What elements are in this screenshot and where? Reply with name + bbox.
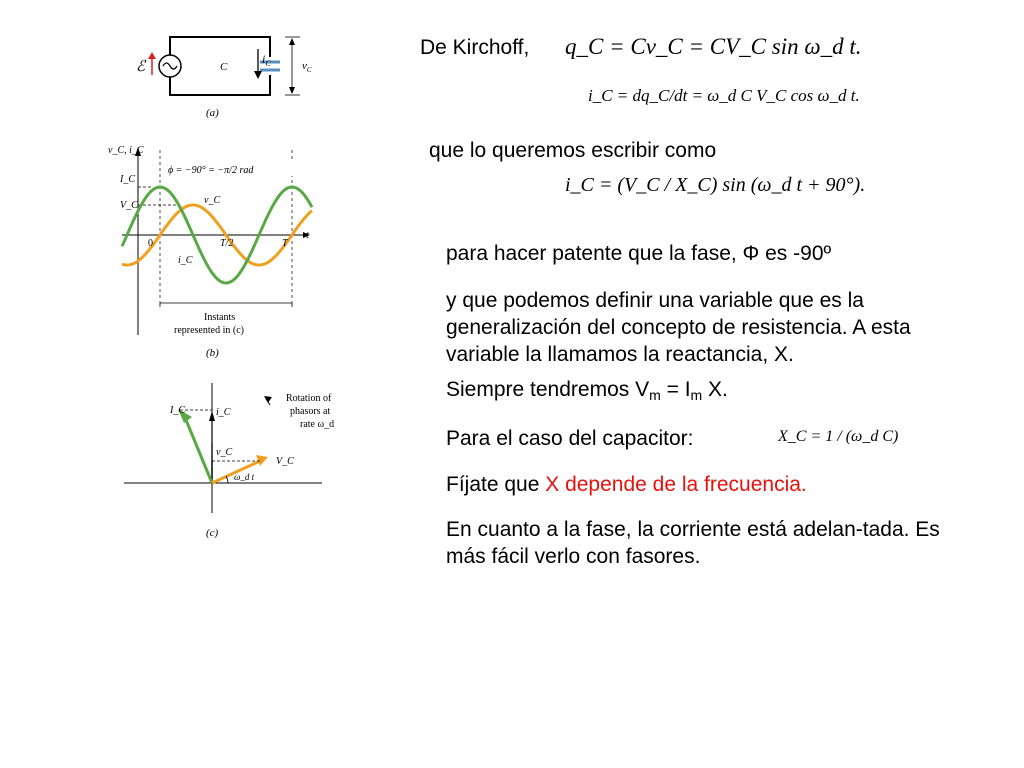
rotation-label-2: phasors at [290, 406, 331, 417]
current-label: $i_C$ [262, 52, 271, 68]
plot-ic-curve-label: i_C [178, 255, 193, 266]
plot-phase-label: ϕ = −90° = −π/2 rad [168, 165, 254, 176]
represented-label: represented in (c) [174, 325, 244, 336]
reactance-paragraph: y que podemos definir una variable que es la generalización del concepto de resistencia. A esta variable la llamamos la reactancia, X. [446, 289, 911, 366]
plot-vc-curve-label: v_C [204, 195, 221, 206]
equation-reactance: X_C = 1 / (ω_d C) [778, 428, 899, 445]
figure-c-label: (c) [206, 527, 219, 539]
phase-paragraph: En cuanto a la fase, la corriente está adelan-tada. Es más fácil verlo con fasores. [446, 518, 940, 568]
rotation-label-3: rate ω_d [300, 419, 335, 430]
want-write-text: que lo queremos escribir como [429, 139, 717, 162]
equation-phase-form: i_C = (V_C / X_C) sin (ω_d t + 90°). [565, 174, 866, 196]
phasor-vc-label: v_C [216, 447, 233, 458]
frequency-note: Fíjate que X depende de la frecuencia. [446, 473, 807, 496]
plot-period-tick: T [282, 238, 288, 249]
capacitor-case: Para el caso del capacitor: [446, 427, 694, 450]
phasor-IC-label: I_C [170, 405, 185, 416]
voltage-label: $v_C$ [302, 60, 312, 74]
equation-current: i_C = dq_C/dt = ω_d C V_C cos ω_d t. [588, 86, 860, 105]
plot-IC-label: I_C [120, 174, 135, 185]
rotation-label-1: Rotation of [286, 393, 332, 404]
plot-time-axis-label: t [306, 229, 310, 241]
figure-b-label: (b) [206, 347, 219, 359]
emf-symbol: ℰ [136, 59, 146, 75]
phasor-ic-label: i_C [216, 407, 231, 418]
plot-zero-tick: 0 [148, 238, 153, 249]
phase-statement: para hacer patente que la fase, Φ es -90º [446, 242, 832, 265]
figure-a-label: (a) [206, 107, 219, 119]
phasor-VC-label: V_C [276, 456, 294, 467]
instants-label: Instants [204, 312, 236, 323]
plot-halfperiod-tick: T/2 [220, 238, 234, 249]
plot-VC-label: V_C [120, 200, 138, 211]
figure-panel [100, 25, 380, 555]
phasor-angle-label: ω_d t [234, 472, 255, 482]
capacitor-label: C [220, 61, 228, 73]
always-statement: Siempre tendremos $V_m = I_m$ X. [446, 378, 728, 403]
kirchoff-label: De Kirchoff, [420, 36, 530, 59]
plot-yaxis-label: v_C, i_C [108, 145, 144, 156]
equation-charge: q_C = Cv_C = CV_C sin ω_d t. [565, 34, 862, 59]
